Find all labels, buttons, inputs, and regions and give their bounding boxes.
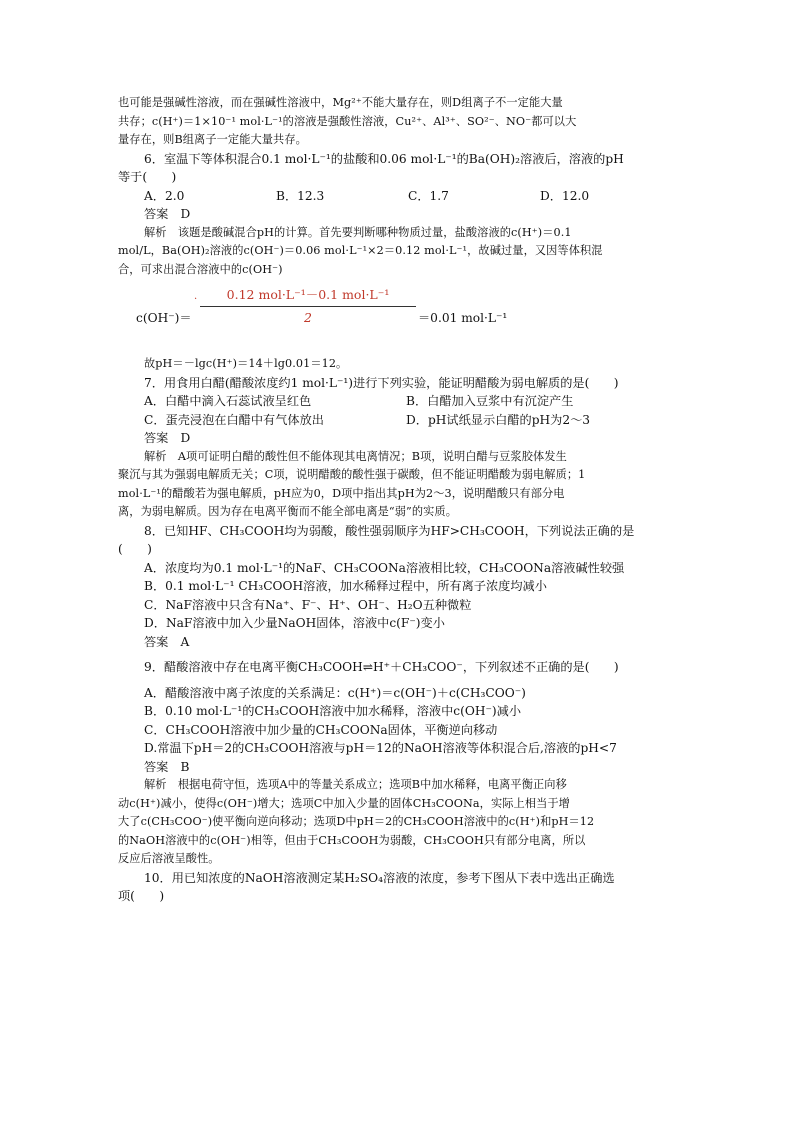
question-9-explanation: 的NaOH溶液中的c(OH⁻)相等，但由于CH₃COOH为弱酸，CH₃COOH只有部分电离，所以	[118, 833, 586, 847]
option-a: A．醋酸溶液中离子浓度的关系满足：c(H⁺)＝c(OH⁻)＋c(CH₃COO⁻)	[144, 685, 526, 700]
question-7-options-row2	[118, 411, 678, 430]
question-9-explanation: 动c(H⁺)减小，使得c(OH⁻)增大；选项C中加入少量的固体CH₃COONa，实际上相当于增	[118, 796, 570, 810]
question-7-explanation: 聚沉与其为强弱电解质无关；C项，说明醋酸的酸性强于碳酸，但不能证明醋酸为弱电解质；1	[118, 468, 586, 481]
question-7-answer: 答案 D	[144, 431, 191, 445]
question-6-explanation: 故pH＝－lgc(H⁺)＝14＋lg0.01＝12。	[144, 357, 348, 370]
option-d: D．pH试纸显示白醋的pH为2～3	[406, 412, 591, 427]
formula-numerator: 0.12 mol·L⁻¹－0.1 mol·L⁻¹	[226, 287, 390, 302]
option-a: A．2.0	[144, 188, 185, 203]
question-9-explanation: 反应后溶液呈酸性。	[118, 852, 220, 865]
question-6-explanation: mol/L，Ba(OH)₂溶液的c(OH⁻)＝0.06 mol·L⁻¹×2＝0.12 mol·L⁻¹，故碱过量，又因等体积混	[118, 244, 603, 257]
formula-denominator: 2	[304, 310, 312, 325]
option-b: B．0.10 mol·L⁻¹的CH₃COOH溶液中加水稀释，溶液中c(OH⁻)减小	[144, 704, 522, 718]
option-d: D．12.0	[540, 188, 590, 203]
question-6-stem: 6．室温下等体积混合0.1 mol·L⁻¹的盐酸和0.06 mol·L⁻¹的Ba(OH)₂溶液后，溶液的pH	[144, 151, 624, 166]
question-7-explanation: 解析 A项可证明白醋的酸性但不能体现其电离情况；B项，说明白醋与豆浆胶体发生	[144, 449, 567, 463]
formula-right: ＝0.01 mol·L⁻¹	[418, 311, 508, 325]
spacer	[118, 677, 678, 684]
option-b: B．12.3	[276, 188, 325, 203]
text-line: 量存在，则B组离子一定能大量共存。	[118, 133, 307, 146]
text-line: 也可能是强碱性溶液，而在强碱性溶液中，Mg²⁺不能大量存在，则D组离子不一定能大量	[118, 96, 563, 109]
question-9-stem: 9．醋酸溶液中存在电离平衡CH₃COOH⇌H⁺＋CH₃COO⁻，下列叙述不正确的是( )	[144, 660, 619, 674]
question-6-stem-cont: 等于( )	[118, 170, 177, 184]
question-7-explanation: 离，为弱电解质。因为存在电离平衡而不能全部电离是“弱”的实质。	[118, 505, 457, 518]
option-c: C．NaF溶液中只含有Na⁺、F⁻、H⁺、OH⁻、H₂O五种微粒	[144, 597, 472, 612]
question-8-stem: 8．已知HF、CH₃COOH均为弱酸，酸性强弱顺序为HF>CH₃COOH，下列说法正确的是	[144, 523, 635, 538]
option-b: B．白醋加入豆浆中有沉淀产生	[406, 394, 574, 408]
question-7-explanation: mol·L⁻¹的醋酸若为强电解质，pH应为0，D项中指出其pH为2～3，说明醋酸只有部分电	[118, 486, 565, 500]
formula-left: c(OH⁻)＝	[136, 311, 192, 325]
option-d: D．NaF溶液中加入少量NaOH固体，溶液中c(F⁻)变小	[144, 616, 445, 630]
question-6-explanation: 解析 该题是酸碱混合pH的计算。首先要判断哪种物质过量，盐酸溶液的c(H⁺)＝0.1	[144, 225, 572, 239]
question-10-stem-cont: 项( )	[118, 889, 165, 903]
formula-block	[118, 285, 678, 347]
question-6-options	[118, 187, 678, 206]
option-a: A．浓度均为0.1 mol·L⁻¹的NaF、CH₃COONa溶液相比较，CH₃COONa溶液碱性较强	[144, 560, 625, 575]
option-c: C．CH₃COOH溶液中加少量的CH₃COONa固体，平衡逆向移动	[144, 722, 498, 737]
option-a: A．白醋中滴入石蕊试液呈红色	[144, 394, 312, 408]
question-10-stem: 10．用已知浓度的NaOH溶液测定某H₂SO₄溶液的浓度，参考下图从下表中选出正确选	[144, 870, 615, 885]
question-8-stem-cont: ( )	[118, 542, 152, 556]
fraction-bar	[200, 306, 416, 307]
question-6-answer: 答案 D	[144, 207, 191, 221]
text-line: 共存；c(H⁺)＝1×10⁻¹ mol·L⁻¹的溶液是强酸性溶液，Cu²⁺、Al³⁺、SO²⁻、NO⁻都可以大	[118, 114, 577, 128]
option-c: C．蛋壳浸泡在白醋中有气体放出	[144, 412, 324, 427]
question-9-answer: 答案 B	[144, 759, 190, 774]
document-page	[118, 94, 678, 906]
spacer	[118, 651, 678, 658]
formula-fraction	[200, 285, 416, 328]
option-b: B．0.1 mol·L⁻¹ CH₃COOH溶液，加水稀释过程中，所有离子浓度均减小	[144, 579, 547, 593]
question-6-explanation: 合，可求出混合溶液中的c(OH⁻)	[118, 262, 283, 276]
question-9-explanation: 大了c(CH₃COO⁻)使平衡向逆向移动；选项D中pH＝2的CH₃COOH溶液中的c(H⁺)和pH＝12	[118, 815, 595, 828]
option-c: C．1.7	[408, 188, 449, 203]
question-9-explanation: 解析 根据电荷守恒，选项A中的等量关系成立；选项B中加水稀释，电离平衡正向移	[144, 778, 567, 791]
question-7-options-row1	[118, 392, 678, 411]
formula-dot: .	[194, 291, 198, 302]
question-7-stem: 7．用食用白醋(醋酸浓度约1 mol·L⁻¹)进行下列实验，能证明醋酸为弱电解质的是( )	[144, 375, 619, 390]
option-d: D.常温下pH＝2的CH₃COOH溶液与pH＝12的NaOH溶液等体积混合后,溶液的pH<7	[144, 741, 617, 755]
question-8-answer: 答案 A	[144, 634, 190, 649]
